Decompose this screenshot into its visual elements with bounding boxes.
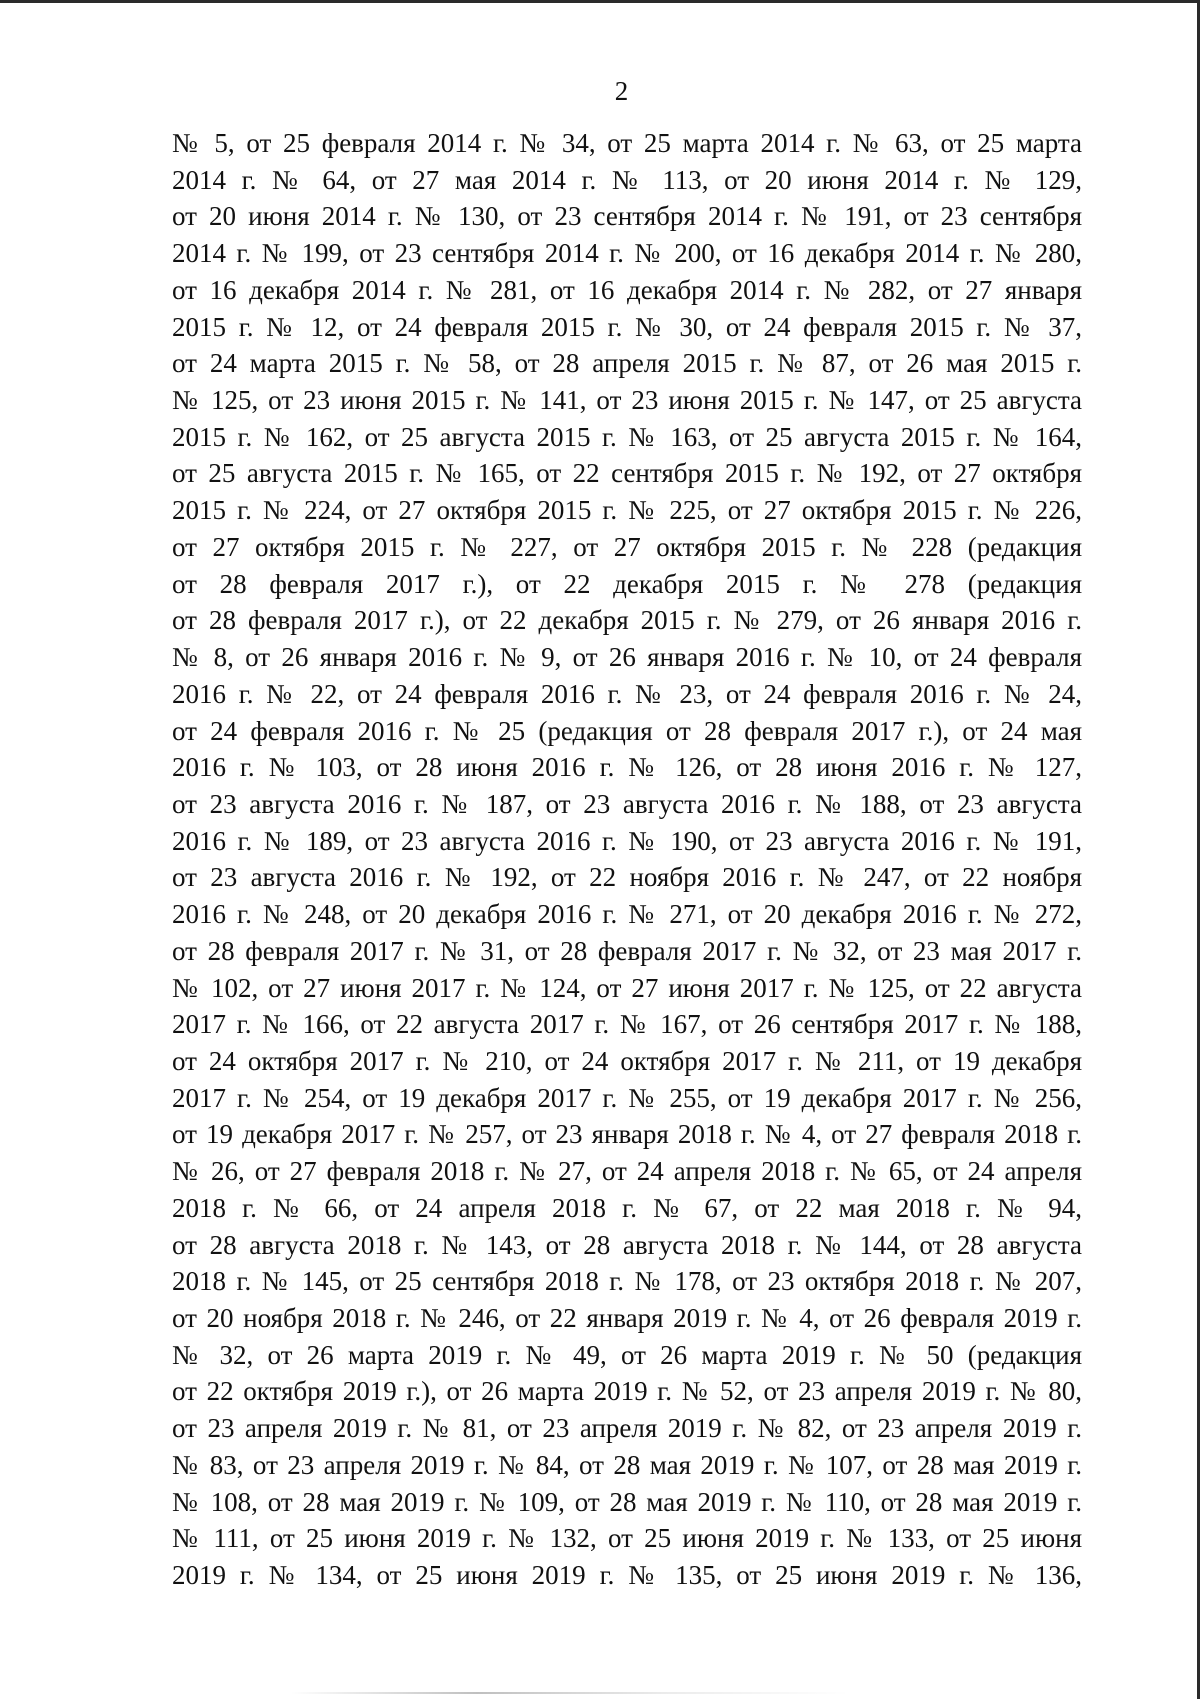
text-line: от 24 марта 2015 г. № 58, от 28 апреля 2015 г. № 87, от 26 мая 2015 г. xyxy=(172,348,1082,379)
text-line: от 27 октября 2015 г. № 227, от 27 октября 2015 г. № 228 (редакция xyxy=(172,531,1082,562)
text-line: № 32, от 26 марта 2019 г. № 49, от 26 марта 2019 г. № 50 (редакция xyxy=(172,1339,1082,1370)
text-line: от 23 августа 2016 г. № 187, от 23 августа 2016 г. № 188, от 23 августа xyxy=(172,788,1082,819)
scan-top-border xyxy=(0,0,1200,3)
text-line: № 108, от 28 мая 2019 г. № 109, от 28 мая 2019 г. № 110, от 28 мая 2019 г. xyxy=(172,1486,1082,1517)
text-line: № 5, от 25 февраля 2014 г. № 34, от 25 марта 2014 г. № 63, от 25 марта xyxy=(172,128,1082,158)
text-line: № 83, от 23 апреля 2019 г. № 84, от 28 мая 2019 г. № 107, от 28 мая 2019 г. xyxy=(172,1449,1082,1480)
text-line: 2015 г. № 224, от 27 октября 2015 г. № 225, от 27 октября 2015 г. № 226, xyxy=(172,495,1082,526)
text-line: 2016 г. № 22, от 24 февраля 2016 г. № 23, от 24 февраля 2016 г. № 24, xyxy=(172,678,1082,709)
text-line: от 28 февраля 2017 г.), от 22 декабря 2015 г. № 279, от 26 января 2016 г. xyxy=(172,605,1082,636)
text-line: от 16 декабря 2014 г. № 281, от 16 декабря 2014 г. № 282, от 27 января xyxy=(172,274,1082,305)
text-line: от 23 апреля 2019 г. № 81, от 23 апреля 2019 г. № 82, от 23 апреля 2019 г. xyxy=(172,1413,1082,1444)
text-line: от 23 августа 2016 г. № 192, от 22 ноября 2016 г. № 247, от 22 ноября xyxy=(172,862,1082,893)
text-line: от 19 декабря 2017 г. № 257, от 23 января 2018 г. № 4, от 27 февраля 2018 г. xyxy=(172,1119,1082,1150)
page-number: 2 xyxy=(614,76,629,106)
text-line: 2014 г. № 64, от 27 мая 2014 г. № 113, от 20 июня 2014 г. № 129, xyxy=(172,164,1082,195)
scan-bottom-mark xyxy=(290,1692,850,1694)
text-line: 2018 г. № 145, от 25 сентября 2018 г. № 178, от 23 октября 2018 г. № 207, xyxy=(172,1266,1082,1297)
text-line: 2015 г. № 12, от 24 февраля 2015 г. № 30, от 24 февраля 2015 г. № 37, xyxy=(172,311,1082,342)
text-line: от 22 октября 2019 г.), от 26 марта 2019 г. № 52, от 23 апреля 2019 г. № 80, xyxy=(172,1376,1082,1407)
text-line: от 20 июня 2014 г. № 130, от 23 сентября 2014 г. № 191, от 23 сентября xyxy=(172,201,1082,232)
text-line: 2014 г. № 199, от 23 сентября 2014 г. № 200, от 16 декабря 2014 г. № 280, xyxy=(172,238,1082,269)
text-line: 2018 г. № 66, от 24 апреля 2018 г. № 67, от 22 мая 2018 г. № 94, xyxy=(172,1192,1082,1223)
text-line: от 28 февраля 2017 г. № 31, от 28 февраля 2017 г. № 32, от 23 мая 2017 г. xyxy=(172,935,1082,966)
text-line: от 28 августа 2018 г. № 143, от 28 августа 2018 г. № 144, от 28 августа xyxy=(172,1229,1082,1260)
text-line: 2017 г. № 254, от 19 декабря 2017 г. № 255, от 19 декабря 2017 г. № 256, xyxy=(172,1082,1082,1113)
text-line: 2016 г. № 103, от 28 июня 2016 г. № 126, от 28 июня 2016 г. № 127, xyxy=(172,752,1082,783)
text-line: 2016 г. № 189, от 23 августа 2016 г. № 190, от 23 августа 2016 г. № 191, xyxy=(172,825,1082,856)
text-line: № 111, от 25 июня 2019 г. № 132, от 25 июня 2019 г. № 133, от 25 июня xyxy=(172,1523,1082,1554)
text-line: № 26, от 27 февраля 2018 г. № 27, от 24 апреля 2018 г. № 65, от 24 апреля xyxy=(172,1156,1082,1187)
text-line: № 125, от 23 июня 2015 г. № 141, от 23 июня 2015 г. № 147, от 25 августа xyxy=(172,385,1082,416)
text-line: 2015 г. № 162, от 25 августа 2015 г. № 163, от 25 августа 2015 г. № 164, xyxy=(172,421,1082,452)
text-line: 2019 г. № 134, от 25 июня 2019 г. № 135, от 25 июня 2019 г. № 136, xyxy=(172,1560,1082,1591)
document-body-text xyxy=(172,125,1082,1594)
text-line: от 28 февраля 2017 г.), от 22 декабря 2015 г. № 278 (редакция xyxy=(172,568,1082,599)
text-line: 2017 г. № 166, от 22 августа 2017 г. № 167, от 26 сентября 2017 г. № 188, xyxy=(172,1009,1082,1040)
text-line: № 8, от 26 января 2016 г. № 9, от 26 января 2016 г. № 10, от 24 февраля xyxy=(172,642,1082,673)
text-line: от 20 ноября 2018 г. № 246, от 22 января 2019 г. № 4, от 26 февраля 2019 г. xyxy=(172,1303,1082,1333)
text-line: 2016 г. № 248, от 20 декабря 2016 г. № 271, от 20 декабря 2016 г. № 272, xyxy=(172,899,1082,930)
text-line: от 24 октября 2017 г. № 210, от 24 октября 2017 г. № 211, от 19 декабря xyxy=(172,1045,1082,1076)
text-line: № 102, от 27 июня 2017 г. № 124, от 27 июня 2017 г. № 125, от 22 августа xyxy=(172,972,1082,1003)
text-line: от 25 августа 2015 г. № 165, от 22 сентября 2015 г. № 192, от 27 октября xyxy=(172,458,1082,489)
text-line: от 24 февраля 2016 г. № 25 (редакция от 28 февраля 2017 г.), от 24 мая xyxy=(172,715,1082,746)
